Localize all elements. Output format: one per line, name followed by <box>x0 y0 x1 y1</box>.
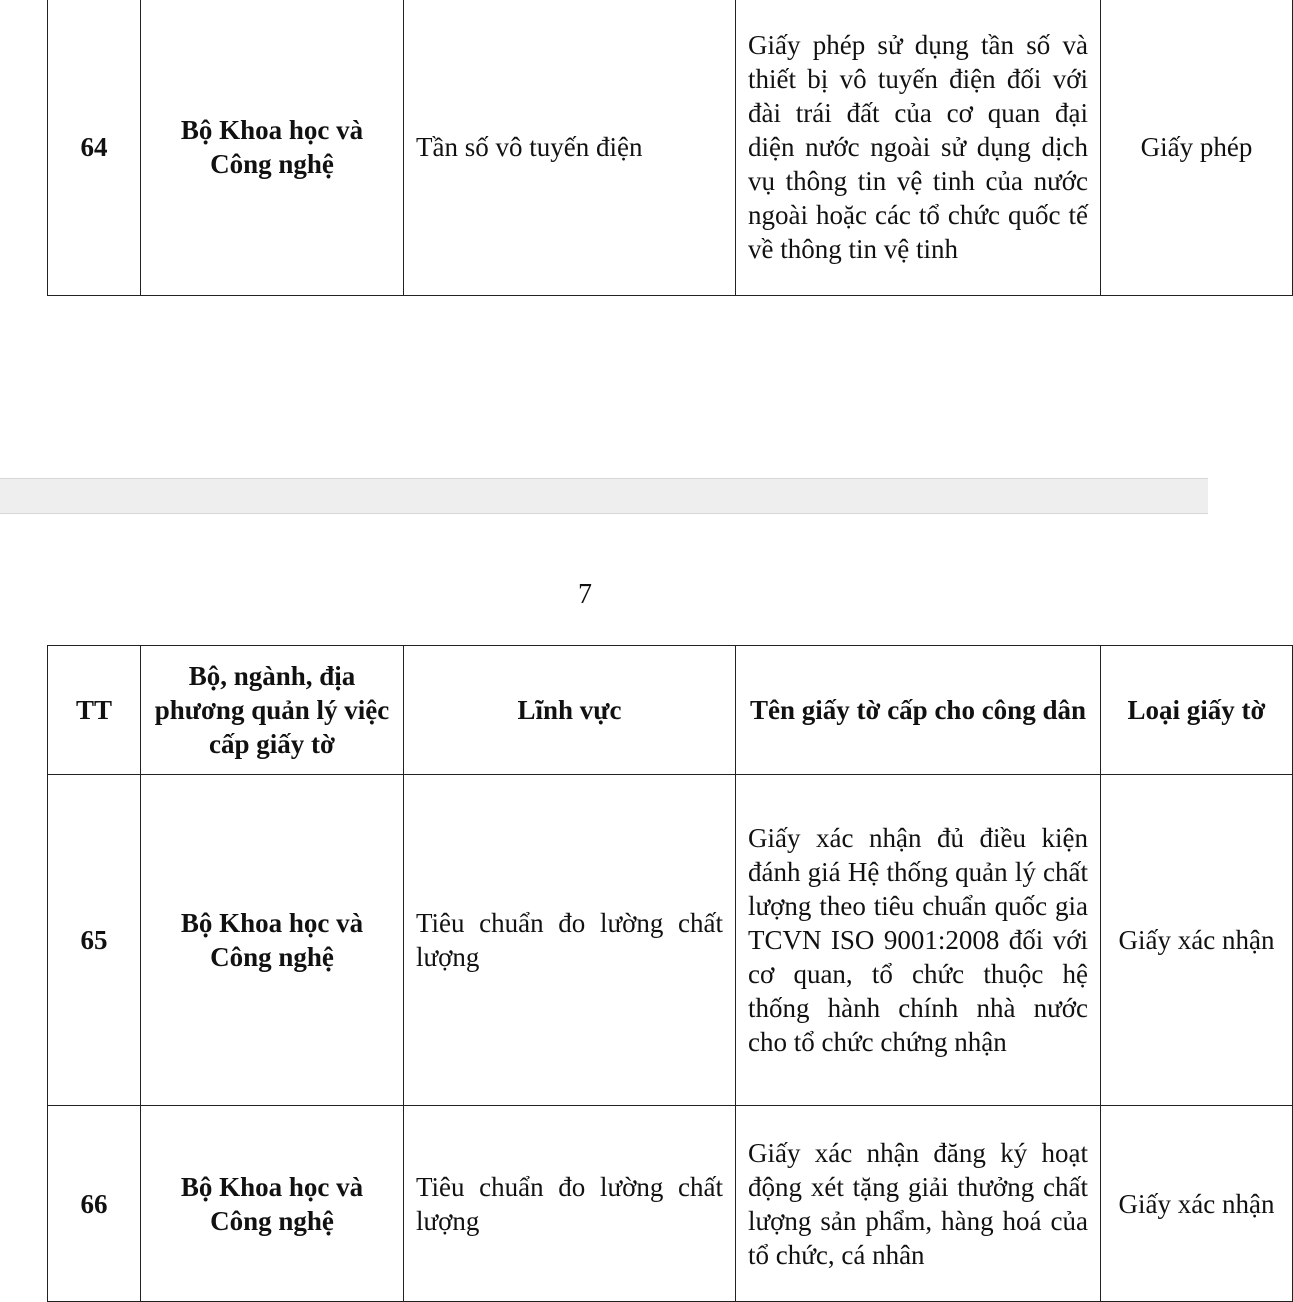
document-page-7 <box>0 514 1275 1286</box>
header-field: Lĩnh vực <box>404 646 736 775</box>
page-number: 7 <box>578 579 592 610</box>
table-header-row <box>48 646 1293 775</box>
header-document-name: Tên giấy tờ cấp cho công dân <box>736 646 1101 775</box>
header-tt: TT <box>48 646 141 775</box>
managing-agency: Bộ Khoa học và Công nghệ <box>141 1106 404 1302</box>
managing-agency: Bộ Khoa học và Công nghệ <box>141 0 404 296</box>
document-name: Giấy xác nhận đăng ký hoạt động xét tặng giải thưởng chất lượng sản phẩm, hàng hoá của tổ chức, cá nhân <box>736 1106 1101 1302</box>
managing-agency: Bộ Khoa học và Công nghệ <box>141 775 404 1106</box>
row-number: 66 <box>48 1106 141 1302</box>
document-type: Giấy phép <box>1101 0 1293 296</box>
row-number: 64 <box>48 0 141 296</box>
field: Tần số vô tuyến điện <box>404 0 736 296</box>
regulation-table-continued <box>47 0 1293 296</box>
header-agency: Bộ, ngành, địa phương quản lý việc cấp giấy tờ <box>141 646 404 775</box>
row-number: 65 <box>48 775 141 1106</box>
regulation-table <box>47 645 1293 1302</box>
field: Tiêu chuẩn đo lường chất lượng <box>404 775 736 1106</box>
table-row <box>48 775 1293 1106</box>
table-row <box>48 1106 1293 1302</box>
table-row <box>48 0 1293 296</box>
document-type: Giấy xác nhận <box>1101 1106 1293 1302</box>
page-separator <box>0 478 1208 514</box>
document-name: Giấy phép sử dụng tần số và thiết bị vô tuyến điện đối với đài trái đất của cơ quan đại diện nước ngoài sử dụng dịch vụ thông tin vệ tinh của nước ngoài hoặc các tổ chức quốc tế về thông tin vệ tinh <box>736 0 1101 296</box>
document-name: Giấy xác nhận đủ điều kiện đánh giá Hệ thống quản lý chất lượng theo tiêu chuẩn quốc gia TCVN ISO 9001:2008 đối với cơ quan, tổ chức thuộc hệ thống hành chính nhà nước cho tổ chức chứng nhận <box>736 775 1101 1106</box>
document-type: Giấy xác nhận <box>1101 775 1293 1106</box>
header-document-type: Loại giấy tờ <box>1101 646 1293 775</box>
document-page-top <box>0 0 1253 478</box>
field: Tiêu chuẩn đo lường chất lượng <box>404 1106 736 1302</box>
